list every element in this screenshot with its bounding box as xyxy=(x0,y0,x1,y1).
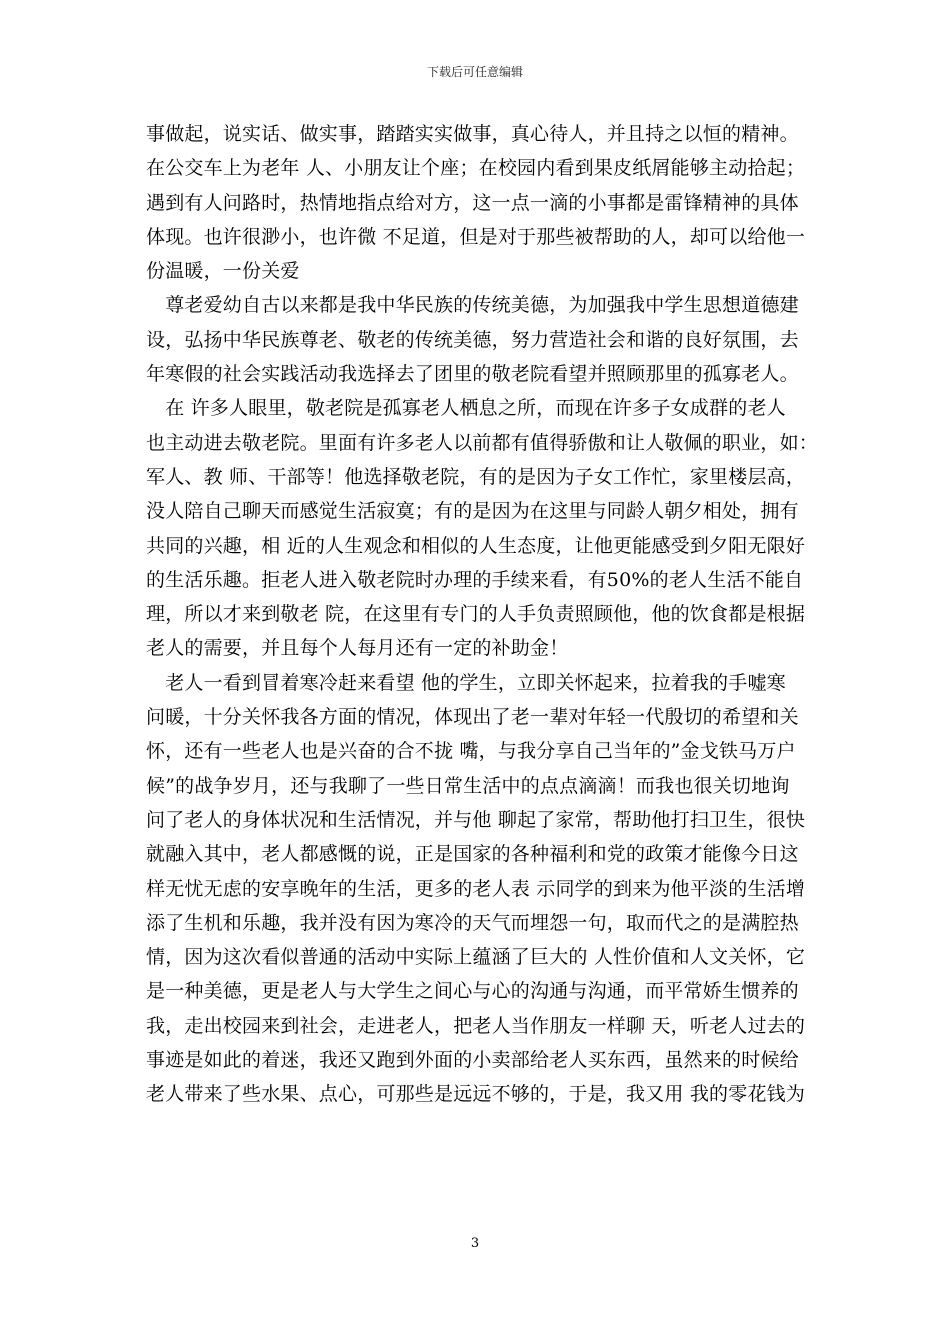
text-line: 也主动进去敬老院。里面有许多老人以前都有值得骄傲和让人敬佩的职业，如： xyxy=(146,431,819,454)
text-line: 我，走出校园来到社会，走进老人，把老人当作朋友一样聊 天，听老人过去的 xyxy=(146,1014,806,1037)
text-line: 的生活乐趣。拒老人进入敬老院时办理的手续来看，有50%的老人生活不能自 xyxy=(146,568,804,591)
text-line: 问暖，十分关怀我各方面的情况，体现出了老一辈对年轻一代殷切的希望和关 xyxy=(146,706,799,729)
body-text xyxy=(146,117,819,1112)
page-number: 3 xyxy=(470,1236,480,1251)
text-line: 份温暖，一份关爱 xyxy=(146,260,300,283)
text-line: 军人、教 师、干部等！他选择敬老院，有的是因为子女工作忙，家里楼层高， xyxy=(146,465,806,488)
text-line: 老人带来了些水果、点心，可那些是远远不够的，于是，我又用 我的零花钱为 xyxy=(146,1083,806,1106)
text-line: 事迹是如此的着迷，我还又跑到外面的小卖部给老人买东西，虽然来的时候给 xyxy=(146,1049,799,1072)
text-line: 理，所以才来到敬老 院，在这里有专门的人手负责照顾他，他的饮食都是根据 xyxy=(146,603,806,626)
text-line: 老人的需要，并且每个人每月还有一定的补助金！ xyxy=(146,637,569,660)
text-line: 共同的兴趣，相 近的人生观念和相似的人生态度，让他更能感受到夕阳无限好 xyxy=(146,534,806,557)
text-line: 遇到有人问路时，热情地指点给对方，这一点一滴的小事都是雷锋精神的具体 xyxy=(146,191,799,214)
text-line: 事做起，说实话、做实事，踏踏实实做事，真心待人，并且持之以恒的精神。 xyxy=(146,123,799,145)
text-line: 怀，还有一些老人也是兴奋的合不拢 嘴，与我分享自己当年的”金戈铁马万户 xyxy=(146,740,796,763)
text-line: 没人陪自己聊天而感觉生活寂寞；有的是因为在这里与同龄人朝夕相处，拥有 xyxy=(146,500,799,523)
text-line: 年寒假的社会实践活动我选择去了团里的敬老院看望并照顾那里的孤寡老人。 xyxy=(146,363,799,386)
page-header: 下载后可任意编辑 xyxy=(426,65,523,79)
text-line: 候”的战争岁月，还与我聊了一些日常生活中的点点滴滴！而我也很关切地询 xyxy=(146,774,790,797)
text-line: 在 许多人眼里，敬老院是孤寡老人栖息之所，而现在许多子女成群的老人 xyxy=(146,397,786,420)
text-line: 问了老人的身体状况和生活情况，并与他 聊起了家常，帮助他打扫卫生，很快 xyxy=(146,808,806,831)
text-line: 设，弘扬中华民族尊老、敬老的传统美德，努力营造社会和谐的良好氛围，去 xyxy=(146,328,799,351)
text-line: 样无忧无虑的安享晚年的生活，更多的老人表 示同学的到来为他平淡的生活增 xyxy=(146,877,806,900)
text-line: 体现。也许很渺小，也许微 不足道，但是对于那些被帮助的人，却可以给他一 xyxy=(146,225,806,248)
text-line: 老人一看到冒着寒冷赶来看望 他的学生，立即关怀起来，拉着我的手嘘寒 xyxy=(146,671,786,694)
text-line: 情，因为这次看似普通的活动中实际上蕴涵了巨大的 人性价值和人文关怀，它 xyxy=(146,946,806,969)
text-line: 就融入其中，老人都感慨的说，正是国家的各种福利和党的政策才能像今日这 xyxy=(146,843,799,866)
text-line: 添了生机和乐趣，我并没有因为寒冷的天气而埋怨一句，取而代之的是满腔热 xyxy=(146,911,799,934)
text-line: 尊老爱幼自古以来都是我中华民族的传统美德，为加强我中学生思想道德建 xyxy=(146,294,799,317)
text-line: 在公交车上为老年 人、小朋友让个座；在校园内看到果皮纸屑能够主动拾起； xyxy=(146,157,806,180)
text-line: 是一种美德，更是老人与大学生之间心与心的沟通与沟通，而平常娇生惯养的 xyxy=(146,980,799,1003)
